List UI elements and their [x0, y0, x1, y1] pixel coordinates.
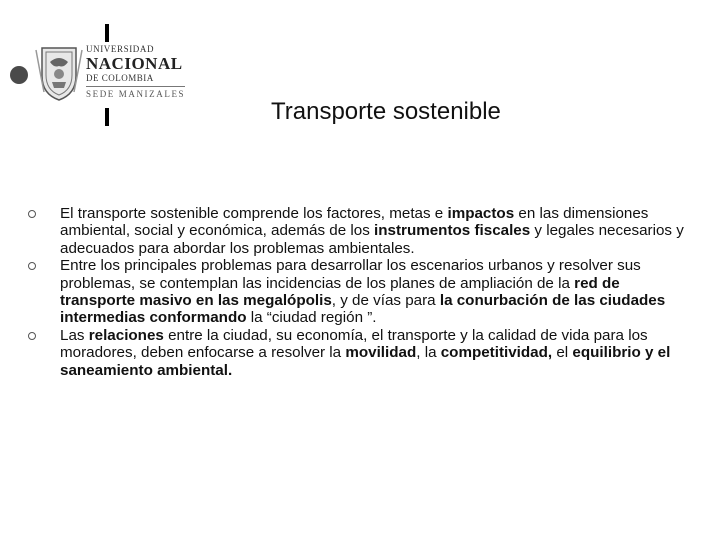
bullet-circle-icon [28, 210, 36, 218]
decorative-dot [10, 66, 28, 84]
slide-title: Transporte sostenible [271, 98, 501, 125]
bold-run: impactos [447, 205, 515, 222]
text-run: Las [60, 326, 89, 344]
text-run: entre la ciudad, su economía, el transporte y la calidad de vida para los moradores, deben enfocarse a resolver la [60, 326, 648, 362]
bold-run: movilidad [345, 344, 417, 362]
bold-run: competitividad, [440, 344, 553, 362]
bullet-text [60, 205, 684, 257]
decorative-bar-bottom [105, 108, 109, 126]
bullet-list [28, 205, 688, 379]
university-crest-icon [34, 42, 84, 104]
bullet-circle-icon [28, 332, 36, 340]
bullet-item [28, 257, 688, 327]
text-run: El transporte sostenible comprende los factores, metas e [60, 205, 448, 222]
text-run: y legales necesarios y adecuados para abordar los problemas ambientales. [60, 222, 684, 257]
bullet-item [28, 205, 688, 257]
bold-run: relaciones [88, 326, 164, 344]
bullet-text [60, 327, 670, 379]
logo-line-4: SEDE MANIZALES [86, 86, 185, 100]
text-run: en las dimensiones ambiental, social y económica, además de los [60, 205, 649, 240]
text-run: , la [416, 344, 441, 362]
bold-run: la conurbación de las ciudades intermedias conformando [60, 292, 666, 327]
logo-line-1: UNIVERSIDAD [86, 44, 155, 54]
university-logo [34, 42, 194, 108]
logo-line-3: DE COLOMBIA [86, 73, 154, 83]
logo-line-2: NACIONAL [86, 54, 183, 73]
bold-run: red de transporte masivo en las megalópolis [60, 274, 620, 310]
decorative-bar-top [105, 24, 109, 42]
text-run: la “ciudad región ”. [246, 309, 377, 327]
text-run: , y de vías para [331, 292, 440, 310]
text-run: Entre los principales problemas para desarrollar los escenarios urbanos y resolver sus problemas, se contemplan las incidencias de los planes de ampliación de la [60, 257, 641, 292]
bullet-circle-icon [28, 262, 36, 270]
text-run: el [552, 344, 573, 362]
bullet-item [28, 327, 688, 379]
bold-run: equilibrio y el saneamiento ambiental. [60, 344, 671, 379]
bullet-text [60, 257, 665, 326]
bold-run: instrumentos fiscales [374, 222, 531, 240]
